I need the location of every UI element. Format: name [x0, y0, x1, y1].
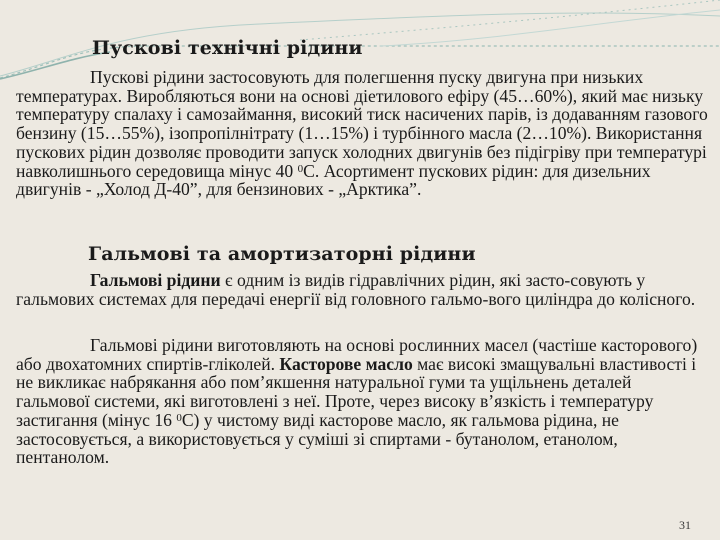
paragraph-text: Гальмові рідини виготовляють на основі рослинних масел (частіше касторового) або двохатомних спиртів-гліколей. [16, 335, 698, 374]
paragraph-brake-fluids-composition [16, 336, 708, 467]
paragraph-text: є одним із видів гідравлічних рідин, які засто-совують у гальмових системах для передачі енергії від головного гальмо-вого циліндра до колісного. [16, 270, 696, 309]
paragraph-text: має високі змащувальні властивості і не викликає набрякання або пом’якшення натуральної гуми та ущільнень деталей гальмової системи, які виготовлені з неї. Проте, через високу в’язкість і температуру застигання (мінус 16 [16, 353, 697, 430]
page-number: 31 [679, 518, 691, 532]
paragraph-text: С. Асортимент пускових рідин: для дизельних двигунів - „Холод Д-40”, для бензинових - „Арктика”. [16, 160, 651, 200]
section-title-starting-fluids: Пускові технічні рідини [92, 37, 363, 59]
paragraph-starting-fluids [16, 68, 708, 199]
section-title-brake-fluids: Гальмові та амортизаторні рідини [88, 243, 476, 265]
paragraph-brake-fluids-definition [16, 271, 708, 308]
degree-sign: 0 [297, 162, 304, 175]
paragraph-text: Пускові рідини застосовують для полегшення пуску двигуна при низьких температурах. Виробляються вони на основі діетилового ефіру (45…60%), який має низьку температуру спалаху і самозаймання, високий тиск насичених парів, із додаванням газового бензину (15…55%), ізопропілнітрату (1…15%) і турбінного масла (2…10%). Використання пускових рідин дозволяє проводити запуск холодних двигунів без підігріву при температурі навколишнього середовища мінус 40 [16, 67, 708, 181]
paragraph-text: С) у чистому виді касторове масло, як гальмова рідина, не застосовується, а використовується у суміші зі спиртами - бутанолом, етанолом, пентанолом. [16, 409, 619, 468]
bold-term: Гальмові рідини [90, 270, 221, 290]
degree-sign: 0 [176, 411, 182, 424]
bold-term: Касторове масло [279, 353, 413, 374]
